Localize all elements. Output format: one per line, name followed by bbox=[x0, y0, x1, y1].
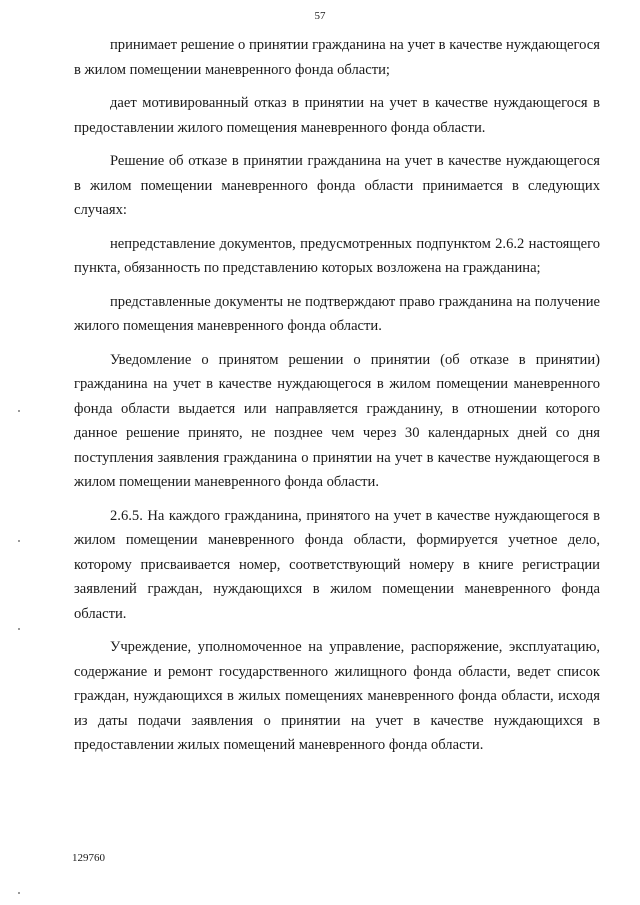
paragraph: Уведомление о принятом решении о принятии (об отказе в принятии) гражданина на учет в качестве нуждающегося в жилом помещении маневренного фонда области выдается или направляется гражданину, в отношении которого данное решение принято, не позднее чем через 30 календарных дней со дня поступления заявления гражданина о принятии на учет в качестве нуждающегося в жилом помещении маневренного фонда области. bbox=[74, 351, 600, 490]
page-number: 57 bbox=[314, 10, 326, 22]
scan-mark bbox=[18, 892, 20, 894]
scan-mark bbox=[18, 410, 20, 412]
paragraph: принимает решение о принятии гражданина на учет в качестве нуждающегося в жилом помещении маневренного фонда области; bbox=[74, 37, 600, 78]
paragraph: дает мотивированный отказ в принятии на учет в качестве нуждающегося в предоставлении жилого помещения маневренного фонда области. bbox=[74, 95, 600, 136]
paragraph: Учреждение, уполномоченное на управление, распоряжение, эксплуатацию, содержание и ремонт государственного жилищного фонда области, ведет список граждан, нуждающихся в жилых помещениях маневренного фонда области, исходя из даты подачи заявления о принятии на учет в качестве нуждающихся в предоставлении жилых помещений маневренного фонда области. bbox=[74, 639, 600, 753]
paragraph: непредставление документов, предусмотренных подпунктом 2.6.2 настоящего пункта, обязанность по представлению которых возложена на гражданина; bbox=[74, 235, 600, 276]
scan-mark bbox=[18, 628, 20, 630]
document-code: 129760 bbox=[72, 852, 105, 864]
paragraph: Решение об отказе в принятии гражданина на учет в качестве нуждающегося в жилом помещении маневренного фонда области принимается в следующих случаях: bbox=[74, 153, 600, 218]
paragraph: представленные документы не подтверждают право гражданина на получение жилого помещения маневренного фонда области. bbox=[74, 293, 600, 334]
scan-mark bbox=[18, 540, 20, 542]
document-body bbox=[74, 33, 600, 758]
paragraph: 2.6.5. На каждого гражданина, принятого на учет в качестве нуждающегося в жилом помещении маневренного фонда области, формируется учетное дело, которому присваивается номер, соответствующий номеру в книге регистрации заявлений граждан, нуждающихся в жилом помещении маневренного фонда области. bbox=[74, 507, 600, 622]
